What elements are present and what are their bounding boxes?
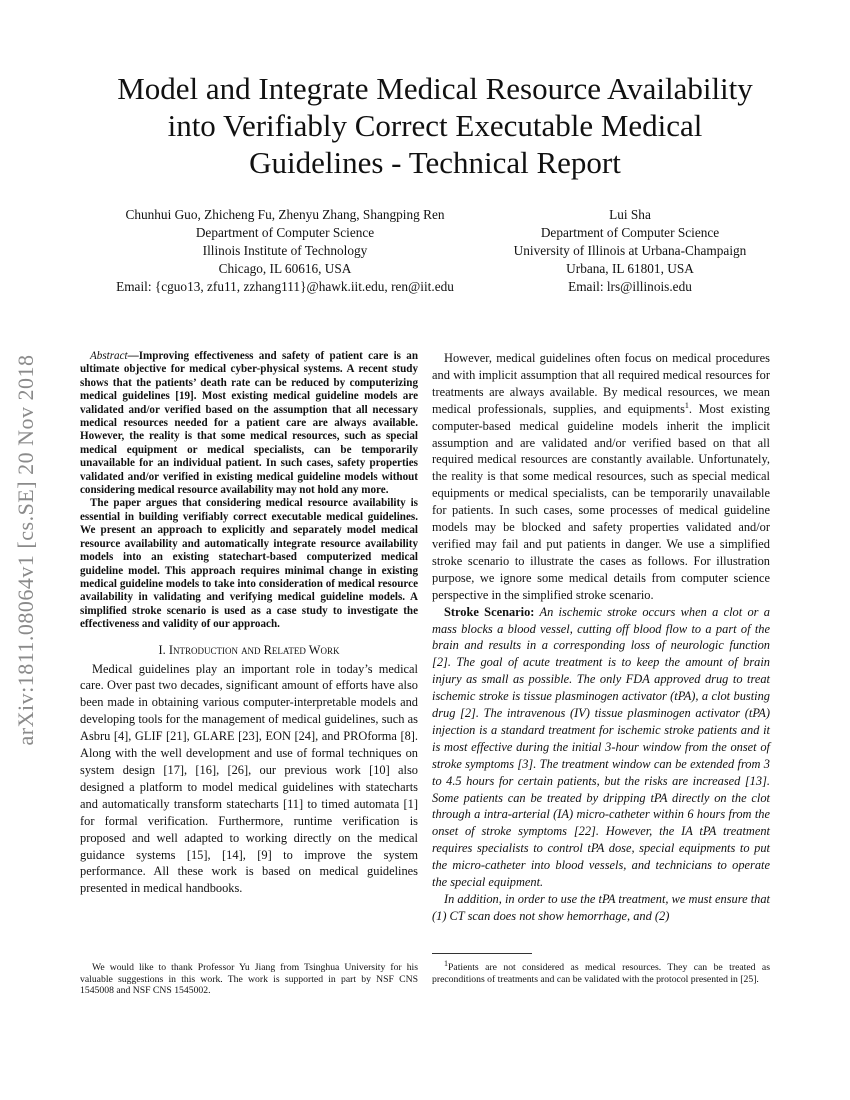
abstract-label: Abstract [90,350,128,362]
arxiv-stamp-text: arXiv:1811.08064v1 [cs.SE] 20 Nov 2018 [13,354,38,746]
author-names-right: Lui Sha [609,207,651,222]
author-block-right [490,206,770,296]
stroke-scenario-text: An ischemic stroke occurs when a clot or a mass blocks a blood vessel, cutting off blood flow to a part of the brain and results in a corresponding loss of neurologic function [2]. The goal of acute treatment is to keep the amount of brain injury as small as possible. The only FDA approved drug to treat ischemic stroke is tissue plasminogen activator (tPA), a clot busting drug [2]. The intravenous (IV) tissue plasminogen activator (tPA) injection is a standard treatment for ischemic stroke patients and it is most effective during the initial 3-hour window from the onset of stroke symptoms [3]. The treatment window can be extended from 3 to 4.5 hours for certain patients, but the risks are increased [13]. Some patients can be treated by dripping tPA directly on the clot through a intra-arterial (IA) micro-catheter within 6 hours from the onset of stroke symptoms [22]. However, the IA tPA treatment requires specialists to control tPA dose, special equipments to put the micro-catheter into blood vessels, and technicians to operate the special equipment. [432,604,770,890]
author-city-right: Urbana, IL 61801, USA [566,261,694,276]
abstract [80,350,418,632]
title-line-2: into Verifiably Correct Executable Medical [167,108,703,143]
right-paragraph-1a: However, medical guidelines often focus on medical procedures and with implicit assumption that all required medical resources for treatments are always available. By medical resources, we mean medical professionals, supplies, and equipments [432,351,770,416]
author-city-left: Chicago, IL 60616, USA [218,261,352,276]
footnote-1 [432,958,770,985]
acknowledgment-footnote [80,962,418,997]
abstract-paragraph-1 [80,350,418,497]
title-line-3: Guidelines - Technical Report [249,145,621,180]
left-column [80,350,418,897]
author-names-left: Chunhui Guo, Zhicheng Fu, Zhenyu Zhang, Shangping Ren [125,207,445,222]
right-paragraph-1 [432,350,770,604]
abstract-dash: — [127,350,139,362]
arxiv-stamp [8,290,44,810]
author-block-left [80,206,490,296]
right-paragraph-1b: . Most existing computer-based medical guideline models inherit the implicit assumption and are validated and/or verified based on that all required medical resources are constantly available. Unfortunately, the reality is that some medical resources, such as special medical equipments or medical specialists, can be temporarily unavailable for patients. In such cases, some processes of medical guideline models may be blocked and safety properties validated and/or verified may fail and put patients in danger. We use a simplified stroke scenario to illustrate the cases as follows. For illustration purpose, we ignore some medical details from computer science perspective in the simplified stroke scenario. [432,401,770,602]
author-email-right: Email: lrs@illinois.edu [568,279,692,294]
abstract-paragraph-2: The paper argues that considering medical resource availability is essential in building verifiably correct executable medical guidelines. We present an approach to explicitly and separately model medical resource availability and automatically integrate resource availability models into an existing statechart-based computerized medical guideline model. This approach requires minimal change in existing medical guideline models to take into consideration of medical resource availability in validating and verifying medical guideline models. A simplified stroke scenario is used as a case study to investigate the effectiveness and validity of our approach. [80,497,418,631]
section-number: I. [158,642,166,657]
intro-paragraph-1: Medical guidelines play an important role in today’s medical care. Over past two decades, significant amount of efforts have also been made in obtaining various computer-interpretable models and developing tools for the management of medical guidelines, such as Asbru [4], GLIF [21], GLARE [23], EON [24], and PROforma [8]. Along with the well development and use of formal techniques on system design [17], [16], [26], our previous work [10] also designed a platform to model medical guidelines with statecharts and automatically transform statecharts [11] to timed automata [1] for formal verification. Furthermore, runtime verification is proposed and well adapted to working directly on the medical guidance systems [15], [14], [9] to improve the system performance. All these work is based on medical guidelines presented in medical handbooks. [80,661,418,896]
footnote-divider [432,953,532,954]
author-institution-left: Illinois Institute of Technology [202,243,368,258]
footnote-1-paragraph [432,958,770,985]
author-dept-left: Department of Computer Science [195,225,375,240]
section-heading [80,642,418,659]
section-title: Introduction and Related Work [168,642,340,657]
author-email-left: Email: {cguo13, zfu11, zzhang111}@hawk.iit.edu, ren@iit.edu [116,279,454,294]
right-column [432,350,770,925]
author-institution-right: University of Illinois at Urbana-Champaign [513,243,747,258]
acknowledgment-text: We would like to thank Professor Yu Jiang from Tsinghua University for his valuable suggestions in this work. The work is supported in part by NSF CNS 1545008 and NSF CNS 1545002. [80,962,418,996]
right-paragraph-3: In addition, in order to use the tPA treatment, we must ensure that (1) CT scan does not show hemorrhage, and (2) [432,892,770,923]
title-line-1: Model and Integrate Medical Resource Availability [117,71,753,106]
paper-title [60,70,810,181]
footnote-1-text: Patients are not considered as medical resources. They can be treated as preconditions of treatments and can be validated with the protocol presented in [25]. [432,962,770,985]
footnote-1-mark: 1 [444,958,448,968]
footnote-marker: 1 [684,400,689,410]
stroke-scenario-paragraph [432,604,770,891]
author-dept-right: Department of Computer Science [540,225,720,240]
abstract-text-1: Improving effectiveness and safety of patient care is an ultimate objective for medical cyber-physical systems. A recent study shows that the patients’ death rate can be reduced by computerizing medical guidelines [19]. Most existing medical guideline models are validated and/or verified based on the assumption that all necessary medical resources needed for a patient care are always available. However, the reality is that some medical resources, such as special medical equipment or medical specialists, can be temporarily unavailable for an individual patient. In such cases, safety properties validated and/or verified in existing medical guideline models without considering medical resource availability may not hold any more. [80,350,418,497]
stroke-scenario-label: Stroke Scenario: [444,604,535,619]
